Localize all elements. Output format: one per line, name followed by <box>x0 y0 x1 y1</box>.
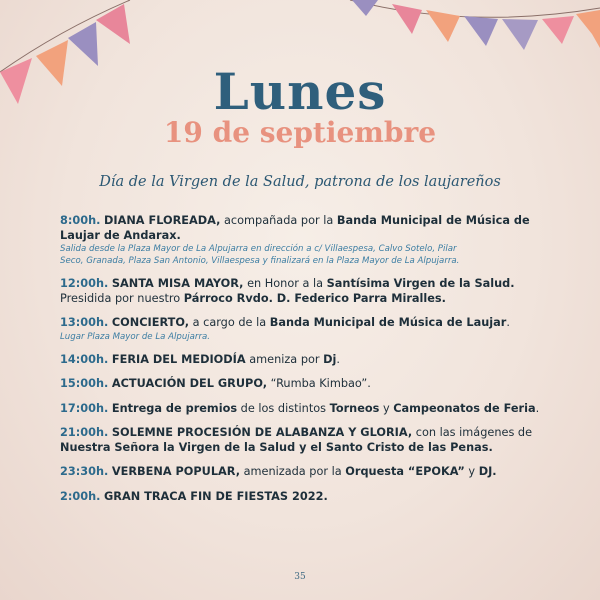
event-text: Nuestra Señora la Virgen de la Salud y el Santo Cristo de las Penas. <box>60 440 493 454</box>
event-text: . <box>336 352 340 366</box>
event-text: Dj <box>323 352 337 366</box>
event-item <box>60 353 550 368</box>
event-text: y <box>379 401 394 415</box>
event-text: FERIA DEL MEDIODÍA <box>111 352 246 366</box>
event-text: DJ. <box>478 465 497 478</box>
event-time: 21:00h. <box>60 426 109 439</box>
event-line <box>60 426 550 441</box>
subtitle: Día de la Virgen de la Salud, patrona de los laujareños <box>99 174 501 190</box>
event-text: acompañada por la <box>220 214 337 227</box>
flag <box>392 4 422 34</box>
event-line <box>60 353 550 368</box>
event-time: 2:00h. <box>60 489 101 503</box>
event-text: a cargo de la <box>189 316 270 329</box>
event-time: 14:00h. <box>60 352 109 366</box>
flag <box>464 16 498 46</box>
event-line <box>60 402 550 417</box>
event-item <box>60 426 550 455</box>
event-line <box>60 214 550 229</box>
event-item <box>60 465 550 480</box>
event-text: CONCIERTO, <box>111 316 189 329</box>
event-text: y <box>464 465 479 478</box>
event-text: GRAN TRACA FIN DE FIESTAS 2022. <box>104 489 328 503</box>
event-text: de los distintos <box>237 401 330 415</box>
bunting-string-right <box>350 0 600 17</box>
event-text: Banda Municipal de Música de Laujar <box>269 316 507 329</box>
event-item <box>60 377 550 392</box>
event-note: Salida desde la Plaza Mayor de La Alpujarra en dirección a c/ Villaespesa, Calvo Sotelo, Pilar <box>60 244 457 254</box>
flag <box>68 22 98 66</box>
event-text: Torneos <box>329 401 380 415</box>
event-line <box>60 277 550 292</box>
event-text: Párroco Rvdo. D. Federico Parra Miralles. <box>183 291 446 305</box>
event-text: VERBENA POPULAR, <box>111 465 240 478</box>
flag <box>96 4 130 44</box>
flag <box>502 19 538 50</box>
event-text: Laujar de Andarax. <box>60 228 181 242</box>
event-item <box>60 490 550 505</box>
event-time: 8:00h. <box>60 214 101 227</box>
event-text: en Honor a la <box>243 277 327 290</box>
event-text: ameniza por <box>245 352 324 366</box>
event-text: Presidida por nuestro <box>60 291 184 305</box>
event-line <box>60 316 550 331</box>
event-text: Entrega de premios <box>111 401 238 415</box>
event-text: Campeonatos de Feria <box>393 401 536 415</box>
event-schedule <box>60 214 550 514</box>
event-item <box>60 214 550 267</box>
flag <box>352 0 378 16</box>
event-line <box>60 229 550 244</box>
event-line <box>60 465 550 480</box>
event-text: Santísima Virgen de la Salud. <box>326 277 515 290</box>
event-time: 17:00h. <box>60 401 109 415</box>
flag <box>576 10 600 48</box>
event-time: 15:00h. <box>60 377 109 390</box>
date-title: 19 de septiembre <box>163 116 437 149</box>
event-line <box>60 377 550 392</box>
event-time: 12:00h. <box>60 277 109 290</box>
page-number: 35 <box>294 572 306 582</box>
event-text: SANTA MISA MAYOR, <box>111 277 244 290</box>
event-text: . <box>535 401 540 415</box>
event-note: Seco, Granada, Plaza San Antonio, Villaespesa y finalizará en la Plaza Mayor de La Alpujarra. <box>60 256 460 266</box>
event-time: 13:00h. <box>60 316 109 329</box>
event-line <box>60 490 550 505</box>
event-text: “Rumba Kimbao”. <box>266 377 371 390</box>
flag <box>542 16 574 44</box>
event-text: con las imágenes de <box>412 426 533 439</box>
event-time: 23:30h. <box>60 465 109 478</box>
event-text: ACTUACIÓN DEL GRUPO, <box>111 377 267 390</box>
event-text: DIANA FLOREADA, <box>104 214 221 227</box>
event-item <box>60 277 550 306</box>
event-text: amenizada por la <box>240 465 346 478</box>
event-text: SOLEMNE PROCESIÓN DE ALABANZA Y GLORIA, <box>111 426 413 439</box>
event-line <box>60 441 550 456</box>
event-text: . <box>506 316 510 329</box>
day-title: Lunes <box>213 62 387 121</box>
event-item <box>60 316 550 343</box>
event-text: Banda Municipal de Música de <box>336 214 530 227</box>
event-item <box>60 402 550 417</box>
event-text: Orquesta “EPOKA” <box>345 465 465 478</box>
event-line <box>60 292 550 307</box>
flag <box>426 10 460 42</box>
event-note: Lugar Plaza Mayor de La Alpujarra. <box>60 331 211 342</box>
